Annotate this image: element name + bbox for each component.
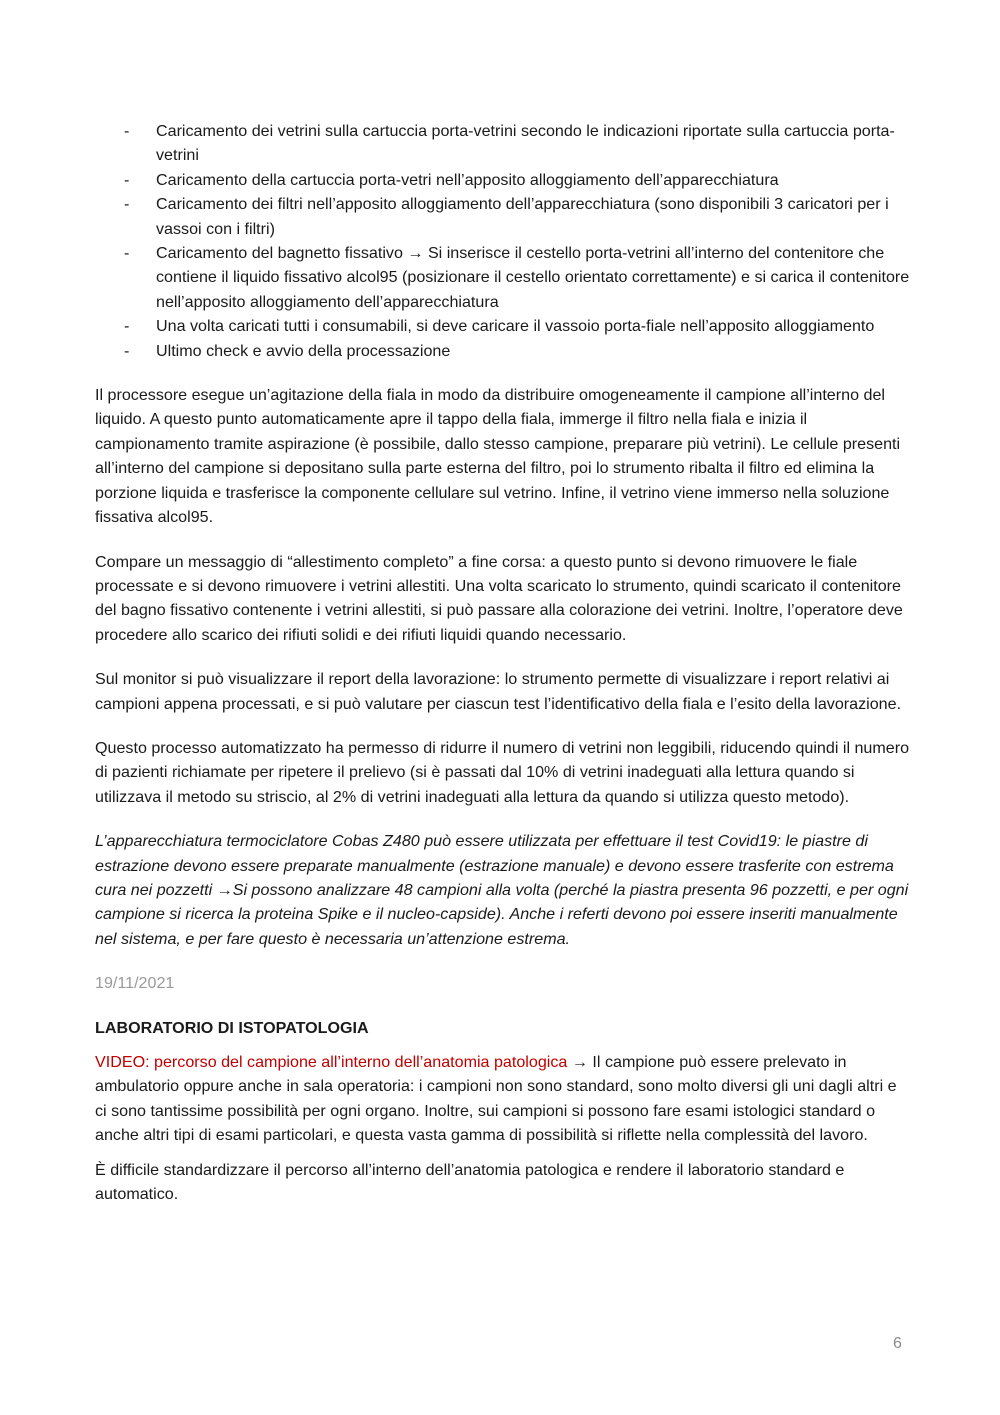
arrow-icon: → bbox=[571, 1053, 588, 1071]
paragraph-completion: Compare un messaggio di “allestimento completo” a fine corsa: a questo punto si devono rimuovere le fiale processate e si devono rimuovere i vetrini allestiti. Una volta scaricato lo strumento, quindi scaricato il contenitore del bagno fissativo contenente i vetrini allestiti, si può passare alla colorazione dei vetrini. Inoltre, l’operatore deve procedere allo scarico dei rifiuti solidi e dei rifiuti liquidi quando necessario. bbox=[95, 552, 903, 644]
bullet-marker: - bbox=[124, 244, 130, 263]
paragraph-standardization: È difficile standardizzare il percorso all’interno dell’anatomia patologica e rendere il laboratorio standard e automatico. bbox=[95, 1160, 845, 1204]
list-item-text: Ultimo check e avvio della processazione bbox=[156, 341, 451, 360]
bullet-marker: - bbox=[124, 317, 130, 336]
list-item bbox=[95, 192, 910, 241]
section-heading: LABORATORIO DI ISTOPATOLOGIA bbox=[95, 1018, 369, 1037]
page-content bbox=[95, 119, 910, 1206]
list-item bbox=[95, 119, 910, 168]
video-paragraph bbox=[95, 1050, 910, 1148]
paragraph-processor: Il processore esegue un’agitazione della fiala in modo da distribuire omogeneamente il campione all’interno del liquido. A questo punto automaticamente apre il tappo della fiala, immerge il filtro nella fiala e inizia il campionamento tramite aspirazione (è possibile, dallo stesso campione, preparare più vetrini). Le cellule presenti all’interno del campione si depositano sulla parte esterna del filtro, poi lo strumento ribalta il filtro ed elimina la porzione liquida e trasferisce la componente cellulare sul vetrino. Infine, il vetrino viene immerso nella soluzione fissativa alcol95. bbox=[95, 386, 901, 527]
lecture-date: 19/11/2021 bbox=[95, 974, 175, 993]
procedure-list bbox=[95, 119, 910, 363]
list-item bbox=[95, 241, 910, 314]
list-item-text: Caricamento della cartuccia porta-vetri nell’apposito alloggiamento dell’apparecchiatura bbox=[156, 170, 779, 189]
paragraph-automation: Questo processo automatizzato ha permesso di ridurre il numero di vetrini non leggibili, riducendo quindi il numero di pazienti richiamate per ripetere il prelievo (si è passati dal 10% di vetrini inadeguati alla lettura quando si utilizzava il metodo su striscio, al 2% di vetrini inadeguati alla lettura da quando si utilizza questo metodo). bbox=[95, 738, 910, 806]
list-item bbox=[95, 339, 910, 363]
list-item-text: Caricamento dei vetrini sulla cartuccia porta-vetrini secondo le indicazioni riportate sulla cartuccia porta-vetrini bbox=[156, 122, 895, 165]
page-number: 6 bbox=[893, 1335, 902, 1352]
list-item bbox=[95, 314, 910, 338]
list-item-text: Caricamento del bagnetto fissativo → Si inserisce il cestello porta-vetrini all’interno del contenitore che contiene il liquido fissativo alcol95 (posizionare il cestello orientato correttamente) e si carica il contenitore nell’apposito alloggiamento dell’apparecchiatura bbox=[156, 244, 910, 311]
bullet-marker: - bbox=[124, 195, 130, 214]
list-item-text: Caricamento dei filtri nell’apposito alloggiamento dell’apparecchiatura (sono disponibili 3 caricatori per i vassoi con i filtri) bbox=[156, 195, 889, 238]
paragraph-report: Sul monitor si può visualizzare il report della lavorazione: lo strumento permette di visualizzare i report relativi ai campioni appena processati, e si può valutare per ciascun test l’identificativo della fiala e l’esito della lavorazione. bbox=[95, 670, 902, 713]
list-item bbox=[95, 168, 910, 192]
paragraph-cobas-italic: L’apparecchiatura termociclatore Cobas Z480 può essere utilizzata per effettuare il test Covid19: le piastre di estrazione devono essere preparate manualmente (estrazione manuale) e devono essere trasferite con estrema cura nei pozzetti →Si possono analizzare 48 campioni alla volta (perché la piastra presenta 96 pozzetti, e per ogni campione si ricerca la proteina Spike e il nucleo-capside). Anche i referti devono poi essere inseriti manualmente nel sistema, e per fare questo è necessaria un’attenzione estrema. bbox=[95, 832, 909, 948]
bullet-marker: - bbox=[124, 122, 130, 140]
list-item-text: Una volta caricati tutti i consumabili, si deve caricare il vassoio porta-fiale nell’apposito alloggiamento bbox=[156, 317, 875, 336]
video-text: Il campione può essere prelevato in ambulatorio oppure anche in sala operatoria: i campioni non sono standard, sono molto diversi gli uni dagli altri e ci sono tantissime possibilità per ogni organo. Inoltre, sui campioni si possono fare esami istologici standard o anche altri tipi di esami particolari, e questa vasta gamma di possibilità si riflette nella complessità del lavoro. bbox=[95, 1053, 897, 1145]
bullet-marker: - bbox=[124, 341, 130, 360]
video-label: VIDEO: percorso del campione all’interno dell’anatomia patologica bbox=[95, 1053, 568, 1071]
bullet-marker: - bbox=[124, 170, 130, 189]
